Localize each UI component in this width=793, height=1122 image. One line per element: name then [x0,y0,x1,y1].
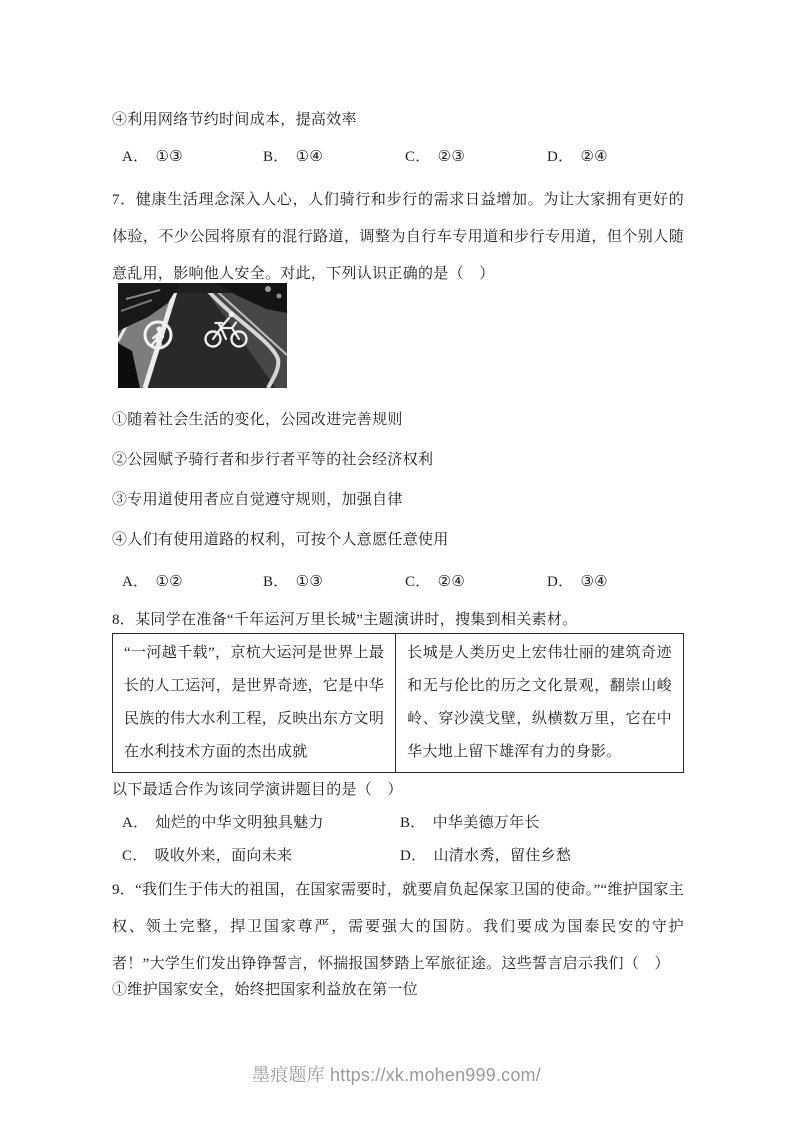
page-footer [0,1060,793,1090]
q7-item-4: ④人们有使用道路的权利，可按个人意愿任意使用 [112,532,449,548]
option-value: ②④ [437,574,466,590]
q8-question: 以下最适合作为该同学演讲题目的是（ ） [112,782,403,798]
sky-gap [265,286,271,292]
option-value: ①③ [155,149,183,165]
q7-item-2: ②公园赋予骑行者和步行者平等的社会经济权利 [112,452,434,468]
option-letter: D． [547,574,574,590]
option-letter: C． [405,574,431,590]
option-letter: D． [400,848,427,864]
q7-options-row [112,567,694,597]
option-letter: B． [263,149,289,165]
q8-options-row-1 [112,808,694,838]
option-value: ①③ [295,574,324,590]
option-value: ②③ [437,149,466,165]
option-letter: C． [405,149,431,165]
q6-item-4: ④利用网络节约时间成本，提高效率 [112,112,357,128]
option-value: 灿烂的中华文明独具魅力 [155,815,324,831]
sky-gap [277,294,282,299]
option-value: 山清水秀，留住乡愁 [433,848,572,864]
option-value: ②④ [580,149,608,165]
q6-option-c [405,142,547,172]
option-value: ①④ [295,149,324,165]
option-letter: A． [122,815,149,831]
q7-stem: 7．健康生活理念深入人心，人们骑行和步行的需求日益增加。为让大家拥有更好的体验，不少公园将原有的混行路道，调整为自行车专用道和步行专用道，但个别人随意乱用，影响他人安全。对此，下列认识正确的是（ ） [112,192,684,282]
q6-option-d [547,142,694,172]
option-value: 吸收外来，面向未来 [154,848,293,864]
q7-option-d [547,567,694,597]
option-letter: A． [122,149,149,165]
q9-stem: 9．“我们生于伟大的祖国，在国家需要时，就要肩负起保家卫国的使命。”“维护国家主权、领土完整，捍卫国家尊严，需要强大的国防。我们要成为国泰民安的守护者！”大学生们发出铮铮誓言，怀揣报国梦踏上军旅征途。这些誓言启示我们（ ） [112,882,684,972]
option-letter: B． [263,574,289,590]
footer-site-link[interactable]: 墨痕题库 https://xk.mohen999.com/ [252,1065,541,1085]
q8-stem: 8．某同学在准备“千年运河万里长城”主题演讲时，搜集到相关素材。 [112,612,578,628]
option-letter: B． [400,815,426,831]
q8-option-c [122,841,400,871]
q7-item-1: ①随着社会生活的变化，公园改进完善规则 [112,412,403,428]
q9-item-1: ①维护国家安全，始终把国家利益放在第一位 [112,982,419,998]
q7-option-b [263,567,405,597]
q8-option-b [400,808,694,838]
material-canal-cell: “一河越千载”，京杭大运河是世界上最长的人工运河，是世界奇迹，它是中华民族的伟大水利工程，反映出东方文明在水利技术方面的杰出成就 [124,645,385,760]
option-value: ③④ [580,574,608,590]
lane-photo [118,283,287,388]
q8-option-a [122,808,400,838]
q7-item-3: ③专用道使用者应自觉遵守规则，加强自律 [112,492,403,508]
option-letter: C． [122,848,148,864]
q7-option-a [122,567,263,597]
option-value: 中华美德万年长 [432,815,540,831]
q6-option-b [263,142,405,172]
q6-option-a [122,142,263,172]
option-letter: D． [547,149,574,165]
option-value: ①② [155,574,183,590]
material-table [112,633,684,773]
q6-options-row [112,142,694,172]
q8-options-row-2 [112,841,694,871]
q7-option-c [405,567,547,597]
material-greatwall-cell: 长城是人类历史上宏伟壮丽的建筑奇迹和无与伦比的历之文化景观，翻崇山峻岭、穿沙漠戈壁，纵横数万里，它在中华大地上留下雄浑有力的身影。 [395,634,683,772]
q8-option-d [400,841,694,871]
option-letter: A． [122,574,149,590]
